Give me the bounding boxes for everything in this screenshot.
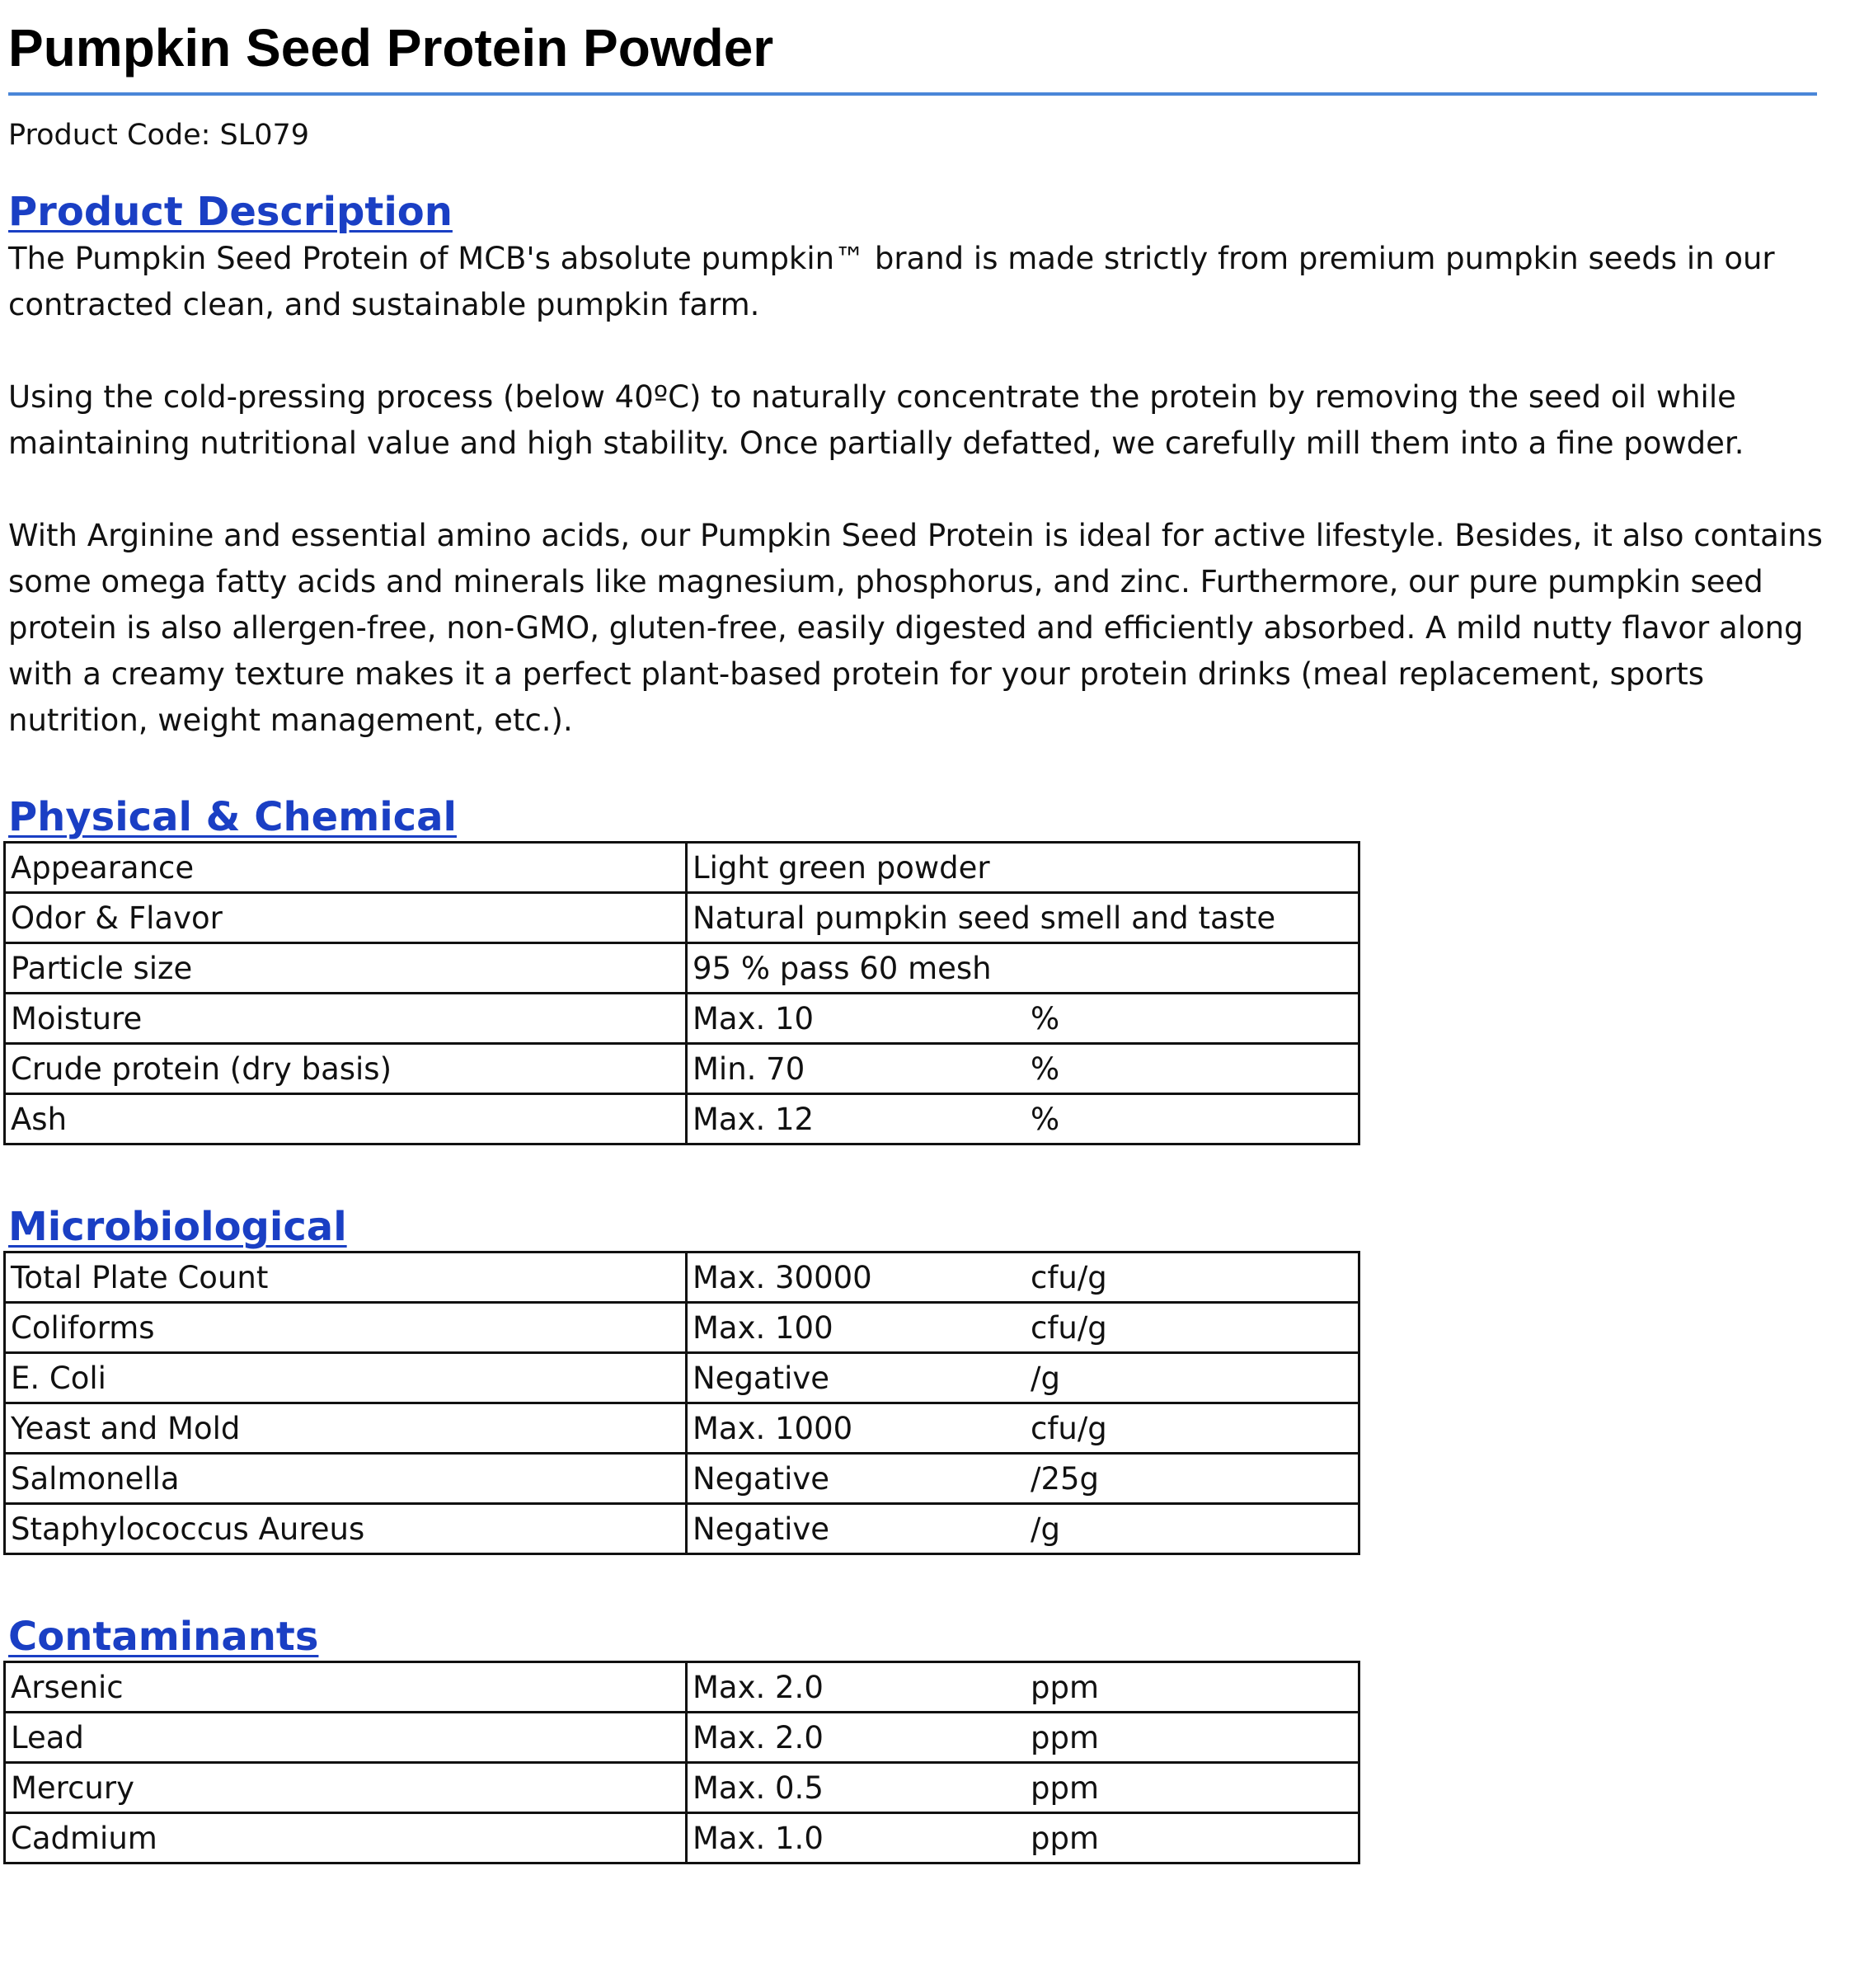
table-row	[5, 1094, 1359, 1144]
physical-chemical-section	[8, 793, 1847, 1145]
contaminants-heading: Contaminants	[8, 1614, 319, 1660]
contaminants-table	[3, 1661, 1360, 1864]
spec-unit: /g	[1031, 1360, 1060, 1396]
spec-parameter: Ash	[5, 1094, 687, 1144]
table-row	[5, 1504, 1359, 1554]
table-row	[5, 1353, 1359, 1403]
spec-limit-cell	[687, 843, 1359, 893]
spec-parameter: Staphylococcus Aureus	[5, 1504, 687, 1554]
spec-limit-cell	[687, 893, 1359, 943]
product-code: Product Code: SL079	[8, 119, 310, 152]
spec-value: Negative	[693, 1360, 830, 1396]
spec-unit: %	[1031, 1000, 1060, 1036]
spec-unit: ppm	[1031, 1719, 1100, 1755]
spec-limit-cell	[687, 943, 1359, 994]
description-paragraph: The Pumpkin Seed Protein of MCB's absolute pumpkin™ brand is made strictly from premium pumpkin seeds in our contracted clean, and sustainable pumpkin farm.	[8, 241, 1775, 322]
spec-unit: ppm	[1031, 1669, 1100, 1705]
spec-value: Light green powder	[693, 849, 990, 886]
spec-parameter: Yeast and Mold	[5, 1403, 687, 1454]
spec-limit-cell	[687, 1763, 1359, 1813]
spec-limit-cell	[687, 1403, 1359, 1454]
spec-parameter: Arsenic	[5, 1662, 687, 1713]
title-divider	[8, 92, 1817, 96]
spec-parameter: Mercury	[5, 1763, 687, 1813]
spec-value: Max. 2.0	[693, 1719, 824, 1755]
table-row	[5, 843, 1359, 893]
spec-limit-cell	[687, 1044, 1359, 1094]
spec-unit: /25g	[1031, 1460, 1100, 1497]
spec-parameter: Moisture	[5, 994, 687, 1044]
spec-unit: ppm	[1031, 1820, 1100, 1856]
spec-unit: cfu/g	[1031, 1309, 1107, 1346]
table-row	[5, 1713, 1359, 1763]
spec-limit-cell	[687, 1504, 1359, 1554]
spec-value: Max. 0.5	[693, 1769, 824, 1806]
spec-parameter: Appearance	[5, 843, 687, 893]
spec-limit-cell	[687, 994, 1359, 1044]
spec-limit-cell	[687, 1662, 1359, 1713]
table-row	[5, 1252, 1359, 1303]
description-paragraph: With Arginine and essential amino acids, our Pumpkin Seed Protein is ideal for active lifestyle. Besides, it also contains some omega fatty acids and minerals like magnesium, phosphorus, and zinc. Furthermore, our pure pumpkin seed protein is also allergen-free, non-GMO, gluten-free, easily digested and efficiently absorbed. A mild nutty flavor along with a creamy texture makes it a perfect plant-based protein for your protein drinks (meal replacement, sports nutrition, weight management, etc.).	[8, 518, 1823, 738]
page-title: Pumpkin Seed Protein Powder	[8, 18, 774, 78]
spec-value: Max. 30000	[693, 1259, 872, 1295]
spec-sheet	[8, 0, 1847, 1864]
spec-limit-cell	[687, 1252, 1359, 1303]
spec-limit-cell	[687, 1454, 1359, 1504]
spec-value: Negative	[693, 1460, 830, 1497]
spec-value: Negative	[693, 1511, 830, 1547]
spec-parameter: Lead	[5, 1713, 687, 1763]
table-row	[5, 1303, 1359, 1353]
table-row	[5, 943, 1359, 994]
spec-value: Max. 12	[693, 1101, 815, 1137]
spec-parameter: Particle size	[5, 943, 687, 994]
microbiological-table	[3, 1251, 1360, 1555]
spec-value: 95 % pass 60 mesh	[693, 950, 992, 986]
spec-parameter: Salmonella	[5, 1454, 687, 1504]
spec-value: Max. 1000	[693, 1410, 853, 1446]
table-row	[5, 1044, 1359, 1094]
spec-unit: %	[1031, 1050, 1060, 1087]
spec-parameter: Cadmium	[5, 1813, 687, 1863]
spec-unit: %	[1031, 1101, 1060, 1137]
spec-unit: ppm	[1031, 1769, 1100, 1806]
physical-chemical-table	[3, 841, 1360, 1145]
spec-unit: cfu/g	[1031, 1410, 1107, 1446]
spec-parameter: Total Plate Count	[5, 1252, 687, 1303]
table-row	[5, 893, 1359, 943]
table-row	[5, 1763, 1359, 1813]
spec-parameter: Coliforms	[5, 1303, 687, 1353]
spec-value: Min. 70	[693, 1050, 805, 1087]
description-heading: Product Description	[8, 189, 453, 235]
description-paragraph: Using the cold-pressing process (below 40ºC) to naturally concentrate the protein by removing the seed oil while maintaining nutritional value and high stability. Once partially defatted, we carefully mill them into a fine powder.	[8, 379, 1744, 461]
microbiological-heading: Microbiological	[8, 1204, 347, 1250]
table-row	[5, 994, 1359, 1044]
spec-value: Max. 100	[693, 1309, 833, 1346]
spec-parameter: E. Coli	[5, 1353, 687, 1403]
spec-value: Natural pumpkin seed smell and taste	[693, 900, 1276, 936]
table-row	[5, 1813, 1359, 1863]
spec-limit-cell	[687, 1813, 1359, 1863]
physical-chemical-heading: Physical & Chemical	[8, 794, 457, 840]
table-row	[5, 1403, 1359, 1454]
spec-limit-cell	[687, 1094, 1359, 1144]
table-row	[5, 1454, 1359, 1504]
contaminants-section	[8, 1613, 1847, 1864]
spec-parameter: Crude protein (dry basis)	[5, 1044, 687, 1094]
spec-limit-cell	[687, 1353, 1359, 1403]
table-row	[5, 1662, 1359, 1713]
spec-value: Max. 2.0	[693, 1669, 824, 1705]
spec-value: Max. 10	[693, 1000, 815, 1036]
description-section	[8, 188, 1847, 744]
spec-limit-cell	[687, 1713, 1359, 1763]
microbiological-section	[8, 1203, 1847, 1555]
spec-unit: /g	[1031, 1511, 1060, 1547]
spec-value: Max. 1.0	[693, 1820, 824, 1856]
spec-limit-cell	[687, 1303, 1359, 1353]
spec-unit: cfu/g	[1031, 1259, 1107, 1295]
spec-parameter: Odor & Flavor	[5, 893, 687, 943]
